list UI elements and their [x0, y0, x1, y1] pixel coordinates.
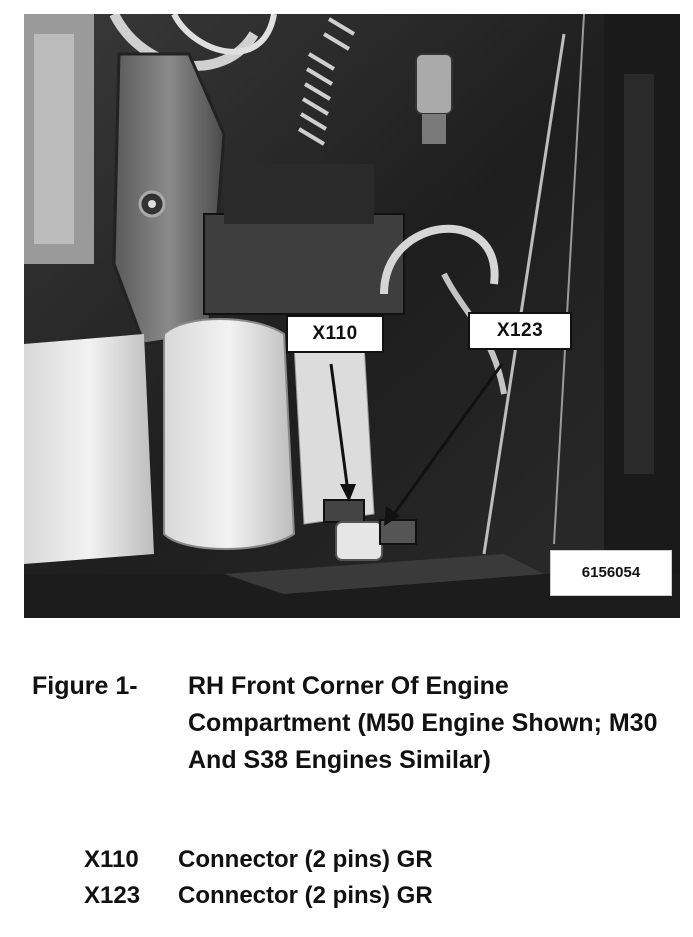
- figure-caption-text: RH Front Corner Of Engine Compartment (M50 Engine Shown; M30 And S38 Engines Similar): [188, 672, 658, 774]
- callout-x123: X123: [468, 312, 572, 350]
- engine-compartment-photo: [24, 14, 680, 618]
- callout-x110: X110: [286, 315, 384, 353]
- legend-code: X110: [84, 846, 139, 873]
- connector-legend: [84, 842, 664, 914]
- legend-row: [84, 878, 664, 914]
- legend-description: Connector (2 pins) GR: [178, 846, 433, 873]
- legend-code: X123: [84, 882, 141, 909]
- legend-description: Connector (2 pins) GR: [178, 882, 433, 909]
- photo-id-label: 6156054: [550, 550, 672, 596]
- figure-caption-label: Figure 1-: [32, 672, 138, 700]
- legend-row: [84, 842, 664, 878]
